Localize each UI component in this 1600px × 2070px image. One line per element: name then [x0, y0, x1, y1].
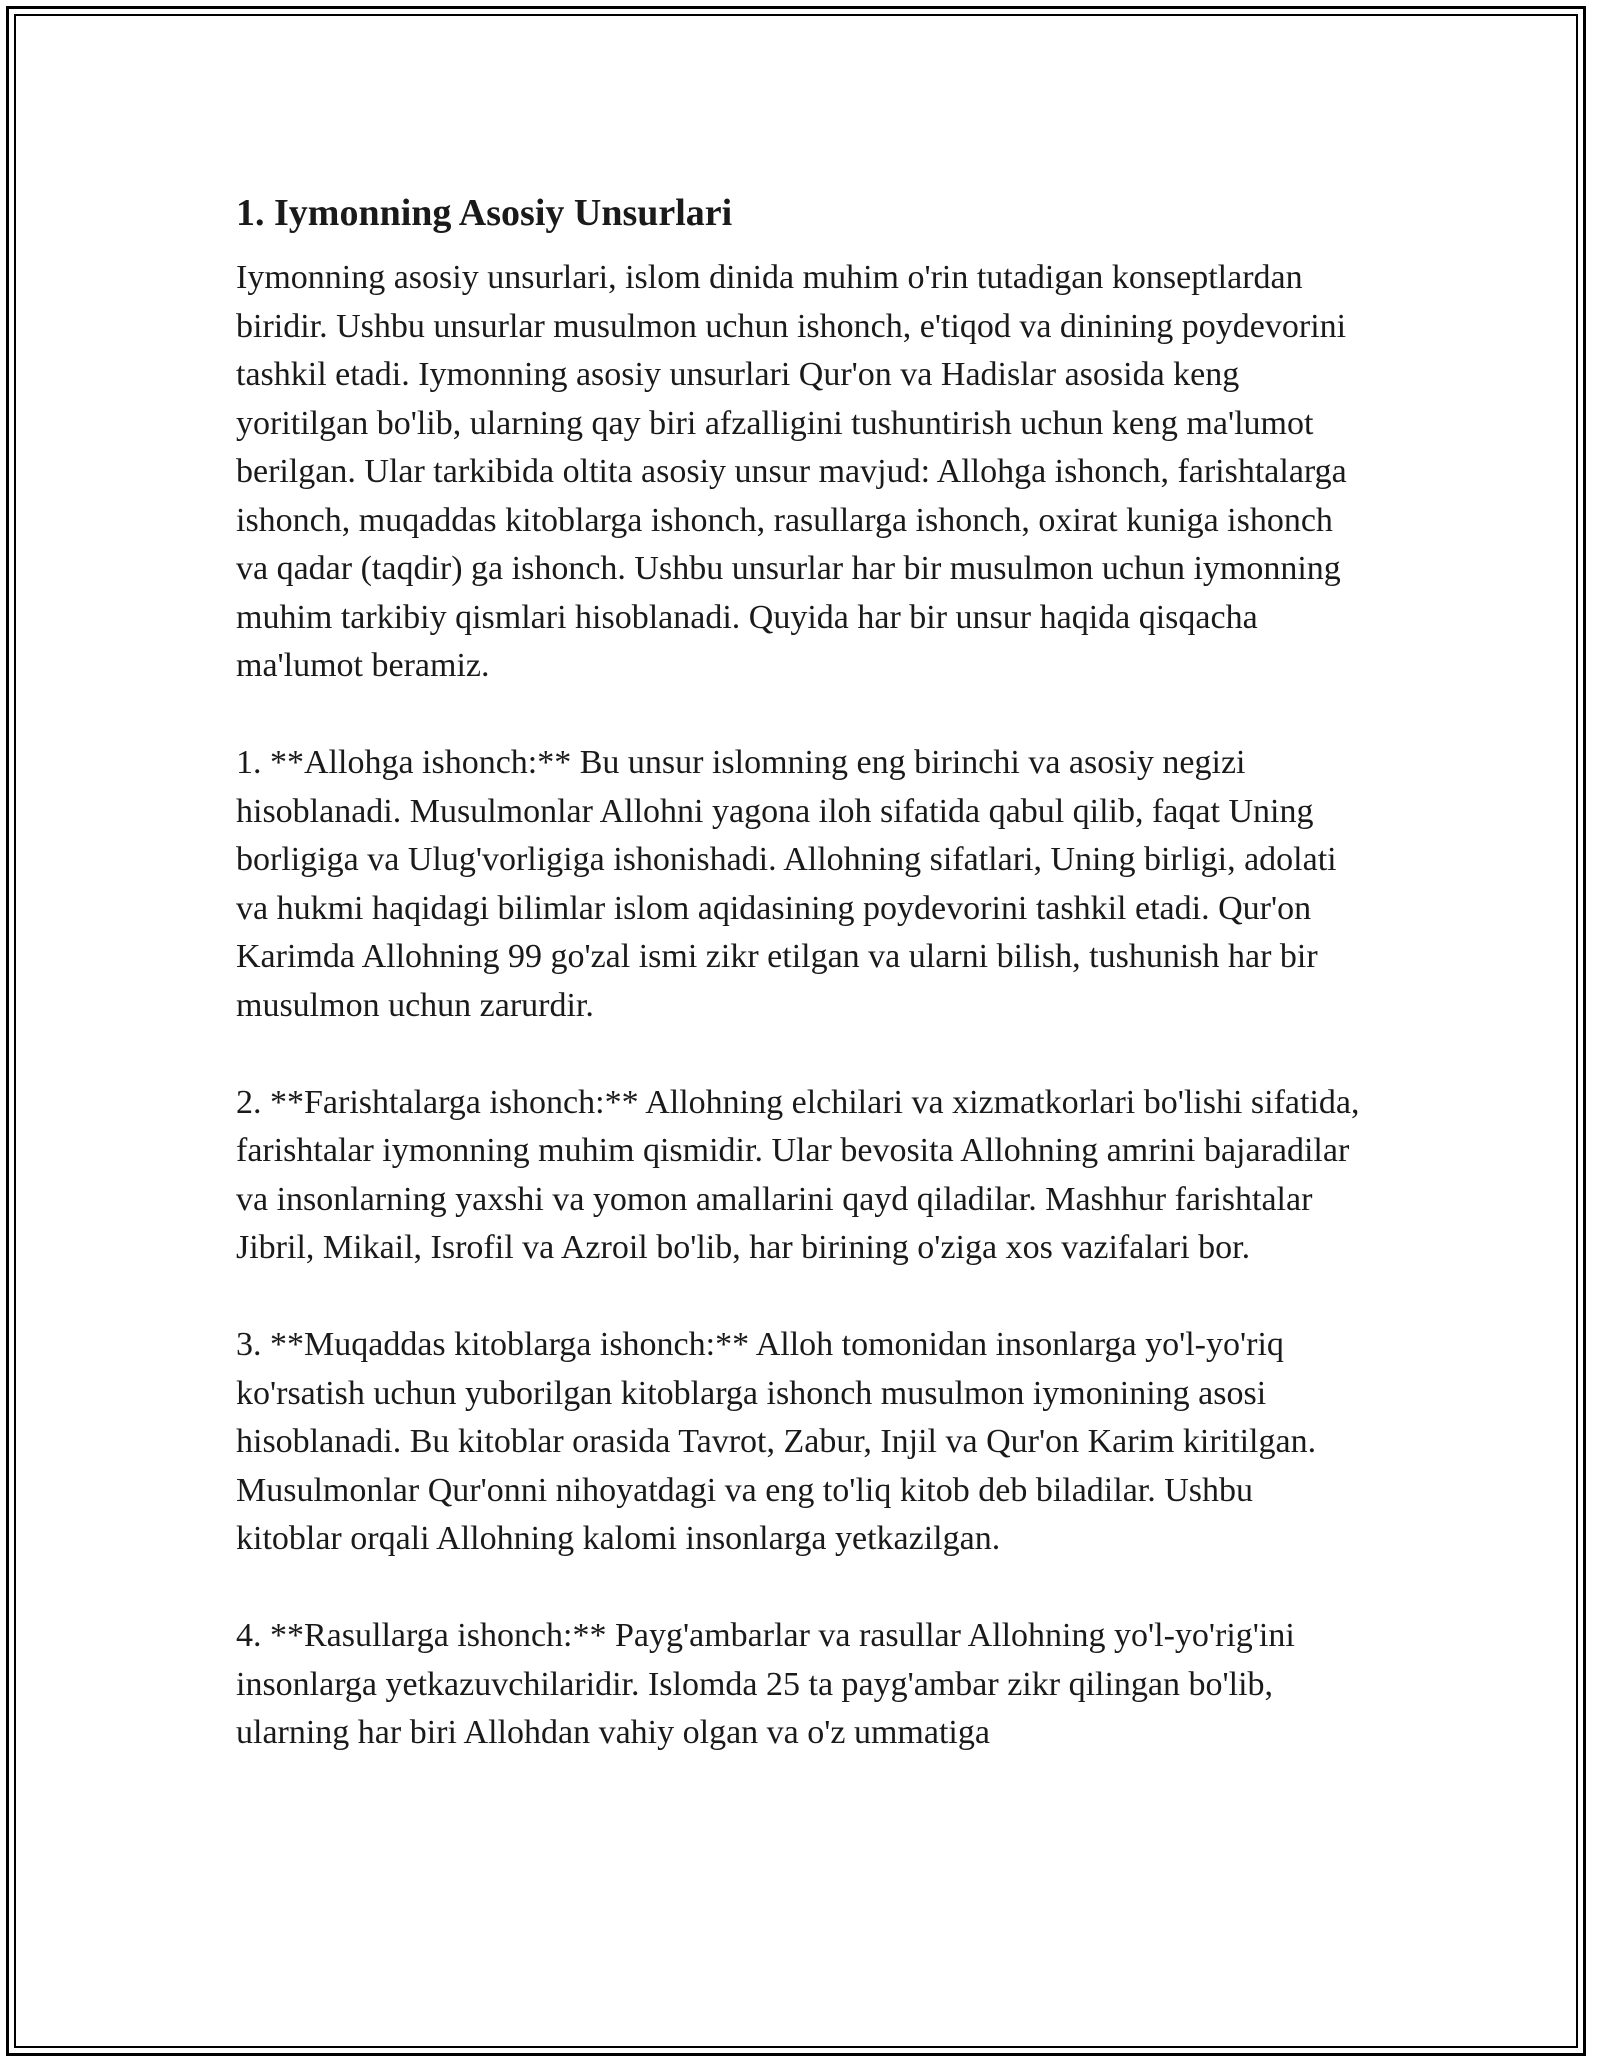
document-body — [236, 188, 1366, 1806]
paragraph-kitoblarga-ishonch: 3. **Muqaddas kitoblarga ishonch:** Alloh tomonidan insonlarga yo'l-yo'riq ko'rsatish uchun yuborilgan kitoblarga ishonch musulmon iymonining asosi hisoblanadi. Bu kitoblar orasida Tavrot, Zabur, Injil va Qur'on Karim kiritilgan. Musulmonlar Qur'onni nihoyatdagi va eng to'liq kitob deb biladilar. Ushbu kitoblar orqali Allohning kalomi insonlarga yetkazilgan. — [236, 1326, 1317, 1557]
section-heading: 1. Iymonning Asosiy Unsurlari — [236, 192, 733, 234]
paragraph-rasullarga-ishonch: 4. **Rasullarga ishonch:** Payg'ambarlar va rasullar Allohning yo'l-yo'rig'ini insonlarga yetkazuvchilaridir. Islomda 25 ta payg'ambar zikr qilingan bo'lib, ularning har biri Allohdan vahiy olgan va o'z ummatiga — [236, 1617, 1295, 1751]
paragraph-allohga-ishonch: 1. **Allohga ishonch:** Bu unsur islomning eng birinchi va asosiy negizi hisoblanadi. Musulmonlar Allohni yagona iloh sifatida qabul qilib, faqat Uning borligiga va Ulug'vorligiga ishonishadi. Allohning sifatlari, Uning birligi, adolati va hukmi haqidagi bilimlar islom aqidasining poydevorini tashkil etadi. Qur'on Karimda Allohning 99 go'zal ismi zikr etilgan va ularni bilish, tushunish har bir musulmon uchun zarurdir. — [236, 744, 1337, 1024]
intro-paragraph: Iymonning asosiy unsurlari, islom dinida muhim o'rin tutadigan konseptlardan biridir. Ushbu unsurlar musulmon uchun ishonch, e'tiqod va dinining poydevorini tashkil etadi. Iymonning asosiy unsurlari Qur'on va Hadislar asosida keng yoritilgan bo'lib, ularning qay biri afzalligini tushuntirish uchun keng ma'lumot berilgan. Ular tarkibida oltita asosiy unsur mavjud: Allohga ishonch, farishtalarga ishonch, muqaddas kitoblarga ishonch, rasullarga ishonch, oxirat kuniga ishonch va qadar (taqdir) ga ishonch. Ushbu unsurlar har bir musulmon uchun iymonning muhim tarkibiy qismlari hisoblanadi. Quyida har bir unsur haqida qisqacha ma'lumot beramiz. — [236, 259, 1347, 684]
paragraph-farishtalarga-ishonch: 2. **Farishtalarga ishonch:** Allohning elchilari va xizmatkorlari bo'lishi sifatida, farishtalar iymonning muhim qismidir. Ular bevosita Allohning amrini bajaradilar va insonlarning yaxshi va yomon amallarini qayd qiladilar. Mashhur farishtalar Jibril, Mikail, Isrofil va Azroil bo'lib, har birining o'ziga xos vazifalari bor. — [236, 1083, 1360, 1266]
